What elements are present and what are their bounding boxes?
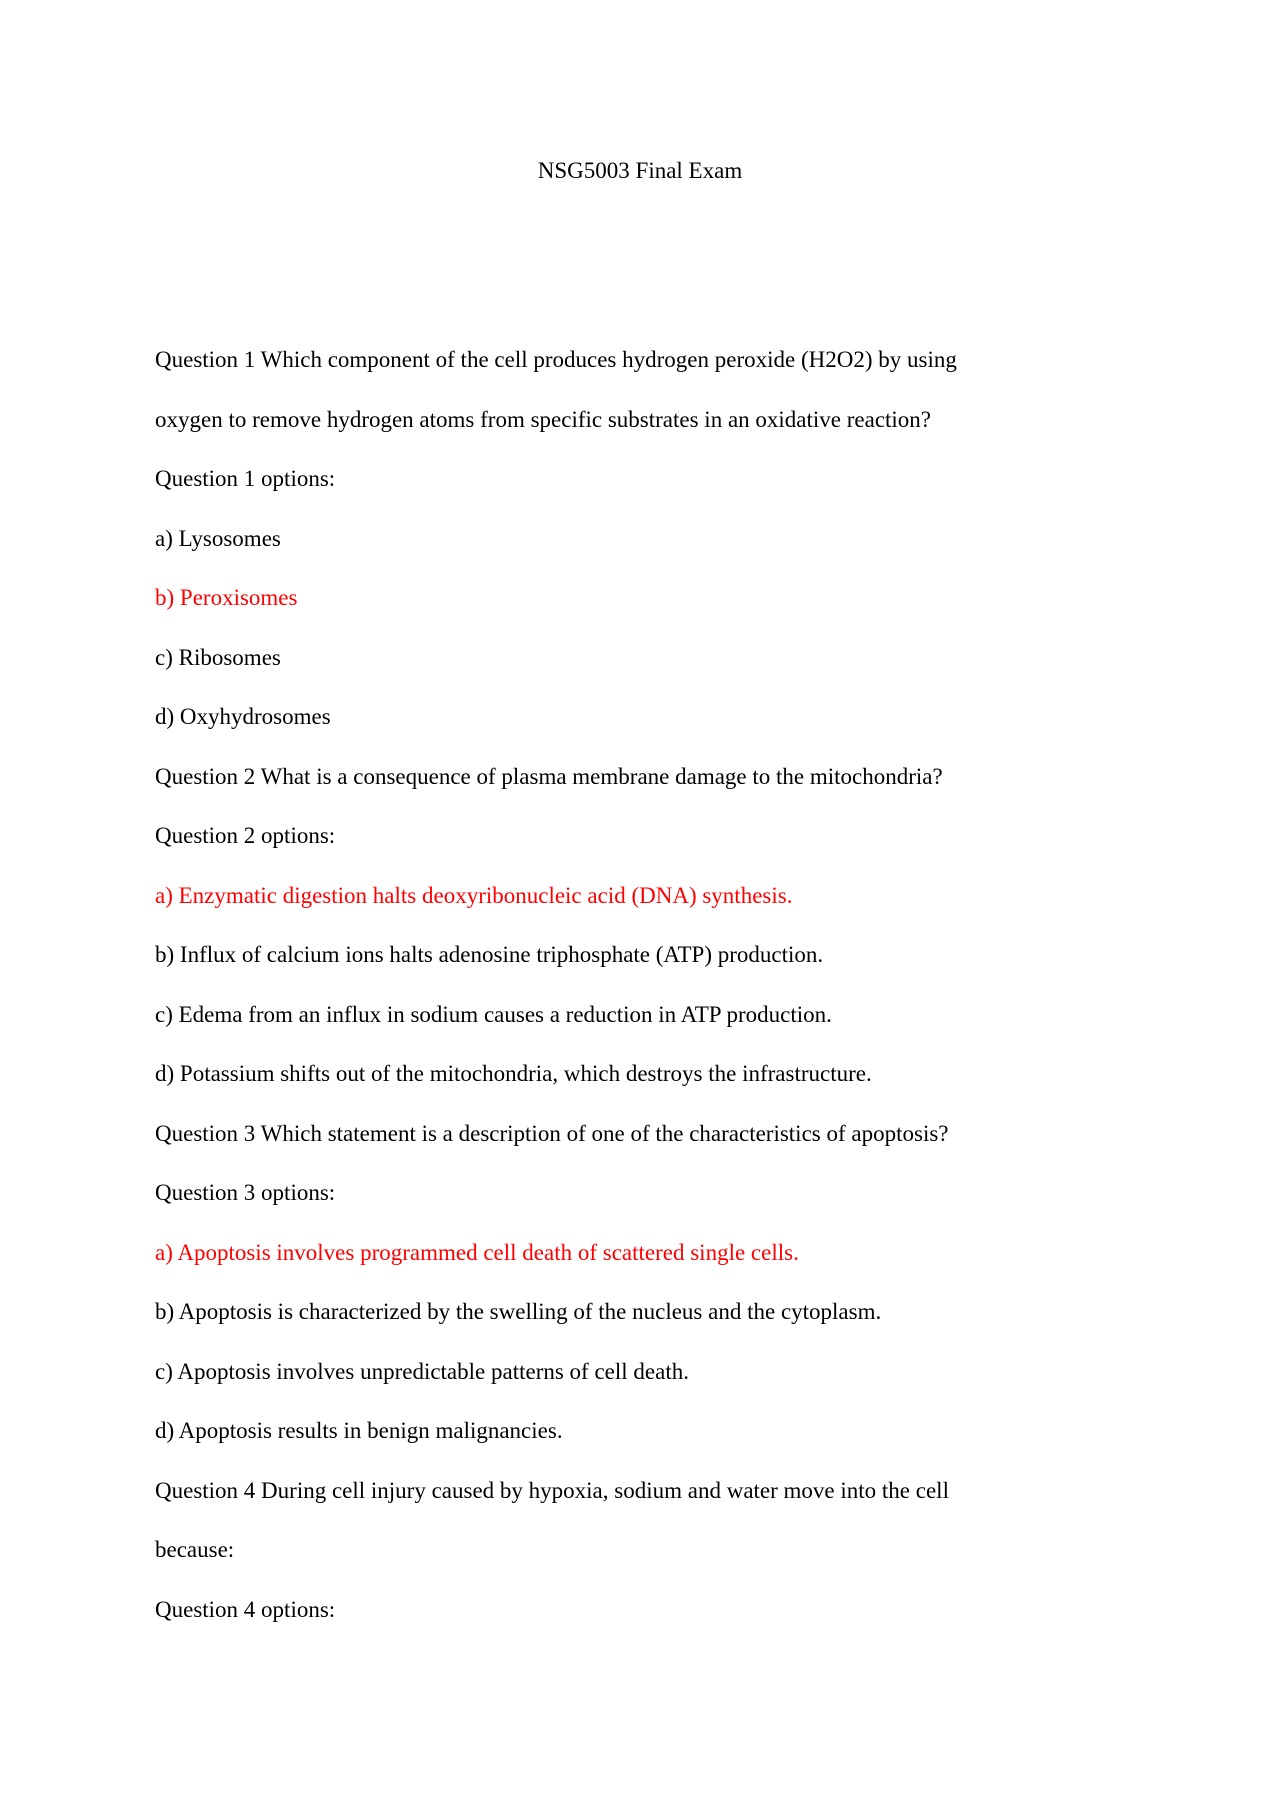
question-1-option-b-correct: b) Peroxisomes	[155, 585, 298, 610]
document-title: NSG5003 Final Exam	[537, 158, 743, 183]
question-2-option-b: b) Influx of calcium ions halts adenosine triphosphate (ATP) production.	[155, 942, 824, 967]
question-2-option-a-correct: a) Enzymatic digestion halts deoxyribonucleic acid (DNA) synthesis.	[155, 882, 793, 908]
question-3-option-d: d) Apoptosis results in benign malignancies.	[155, 1418, 563, 1443]
question-1	[155, 330, 1115, 747]
question-2-option-d: d) Potassium shifts out of the mitochondria, which destroys the infrastructure.	[155, 1061, 872, 1086]
question-2-option-c: c) Edema from an influx in sodium causes a reduction in ATP production.	[155, 1001, 832, 1027]
question-1-stem-line-2: oxygen to remove hydrogen atoms from specific substrates in an oxidative reaction?	[155, 406, 932, 432]
question-1-option-c: c) Ribosomes	[155, 644, 281, 670]
question-2-stem-line-1: Question 2 What is a consequence of plasma membrane damage to the mitochondria?	[155, 763, 943, 789]
question-2	[155, 747, 1115, 1104]
question-2-options-label: Question 2 options:	[155, 823, 336, 848]
question-4-options-label: Question 4 options:	[155, 1596, 336, 1622]
question-1-stem-line-1: Question 1 Which component of the cell produces hydrogen peroxide (H2O2) by using	[155, 347, 957, 372]
question-3-stem-line-1: Question 3 Which statement is a description of one of the characteristics of apoptosis?	[155, 1120, 949, 1146]
question-3-option-c: c) Apoptosis involves unpredictable patterns of cell death.	[155, 1358, 689, 1384]
question-1-options-label: Question 1 options:	[155, 466, 336, 491]
question-3-options-label: Question 3 options:	[155, 1180, 336, 1205]
question-4-stem-line-1: Question 4 During cell injury caused by hypoxia, sodium and water move into the cell	[155, 1477, 949, 1503]
questions-body	[155, 330, 1115, 1639]
question-4	[155, 1461, 1115, 1640]
question-3	[155, 1104, 1115, 1461]
question-1-option-a: a) Lysosomes	[155, 525, 281, 551]
question-4-stem-line-2: because:	[155, 1537, 235, 1562]
question-1-option-d: d) Oxyhydrosomes	[155, 704, 331, 729]
question-3-option-a-correct: a) Apoptosis involves programmed cell death of scattered single cells.	[155, 1239, 799, 1265]
question-3-option-b: b) Apoptosis is characterized by the swelling of the nucleus and the cytoplasm.	[155, 1299, 882, 1324]
